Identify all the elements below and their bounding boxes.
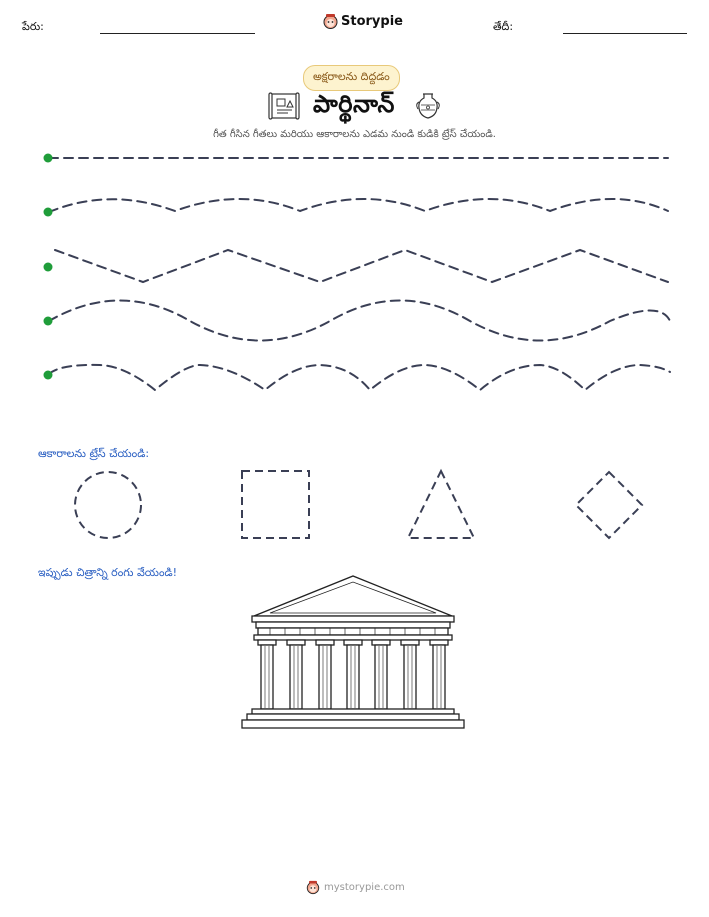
parthenon-coloring-image[interactable]	[240, 574, 466, 734]
trace-line-zigzag	[55, 250, 668, 282]
instruction-text: గీత గీసిన గీతలు మరియు ఆకారాలను ఎడమ నుండి కుడికి ట్రేస్ చేయండి.	[213, 129, 496, 140]
color-heading: ఇప్పుడు చిత్రాన్ని రంగు వేయండి!	[38, 566, 178, 579]
start-dot	[44, 208, 53, 217]
page-title: పార్థినాన్	[313, 90, 395, 118]
name-label: పేరు:	[22, 20, 44, 33]
trace-diamond	[576, 472, 642, 538]
trace-line-wave-3	[49, 365, 670, 390]
footer	[306, 880, 405, 895]
footer-url[interactable]: mystorypie.com	[324, 882, 405, 893]
trace-line-wave-1	[49, 199, 668, 212]
date-label: తేదీ:	[493, 20, 514, 33]
storypie-mascot-icon	[306, 880, 320, 895]
tracing-lines[interactable]	[0, 0, 709, 420]
trace-square	[242, 471, 309, 538]
start-dot	[44, 263, 53, 272]
trace-circle	[75, 472, 141, 538]
tracing-shapes[interactable]	[0, 460, 709, 550]
activity-badge: అక్షరాలను దిద్దడం	[303, 65, 400, 91]
start-dot	[44, 154, 53, 163]
trace-triangle	[408, 471, 474, 538]
brand-name: Storypie	[341, 14, 403, 29]
start-dot	[44, 317, 53, 326]
start-dot	[44, 371, 53, 380]
trace-line-wave-2	[49, 301, 670, 341]
shapes-heading: ఆకారాలను ట్రేస్ చేయండి:	[38, 447, 150, 460]
